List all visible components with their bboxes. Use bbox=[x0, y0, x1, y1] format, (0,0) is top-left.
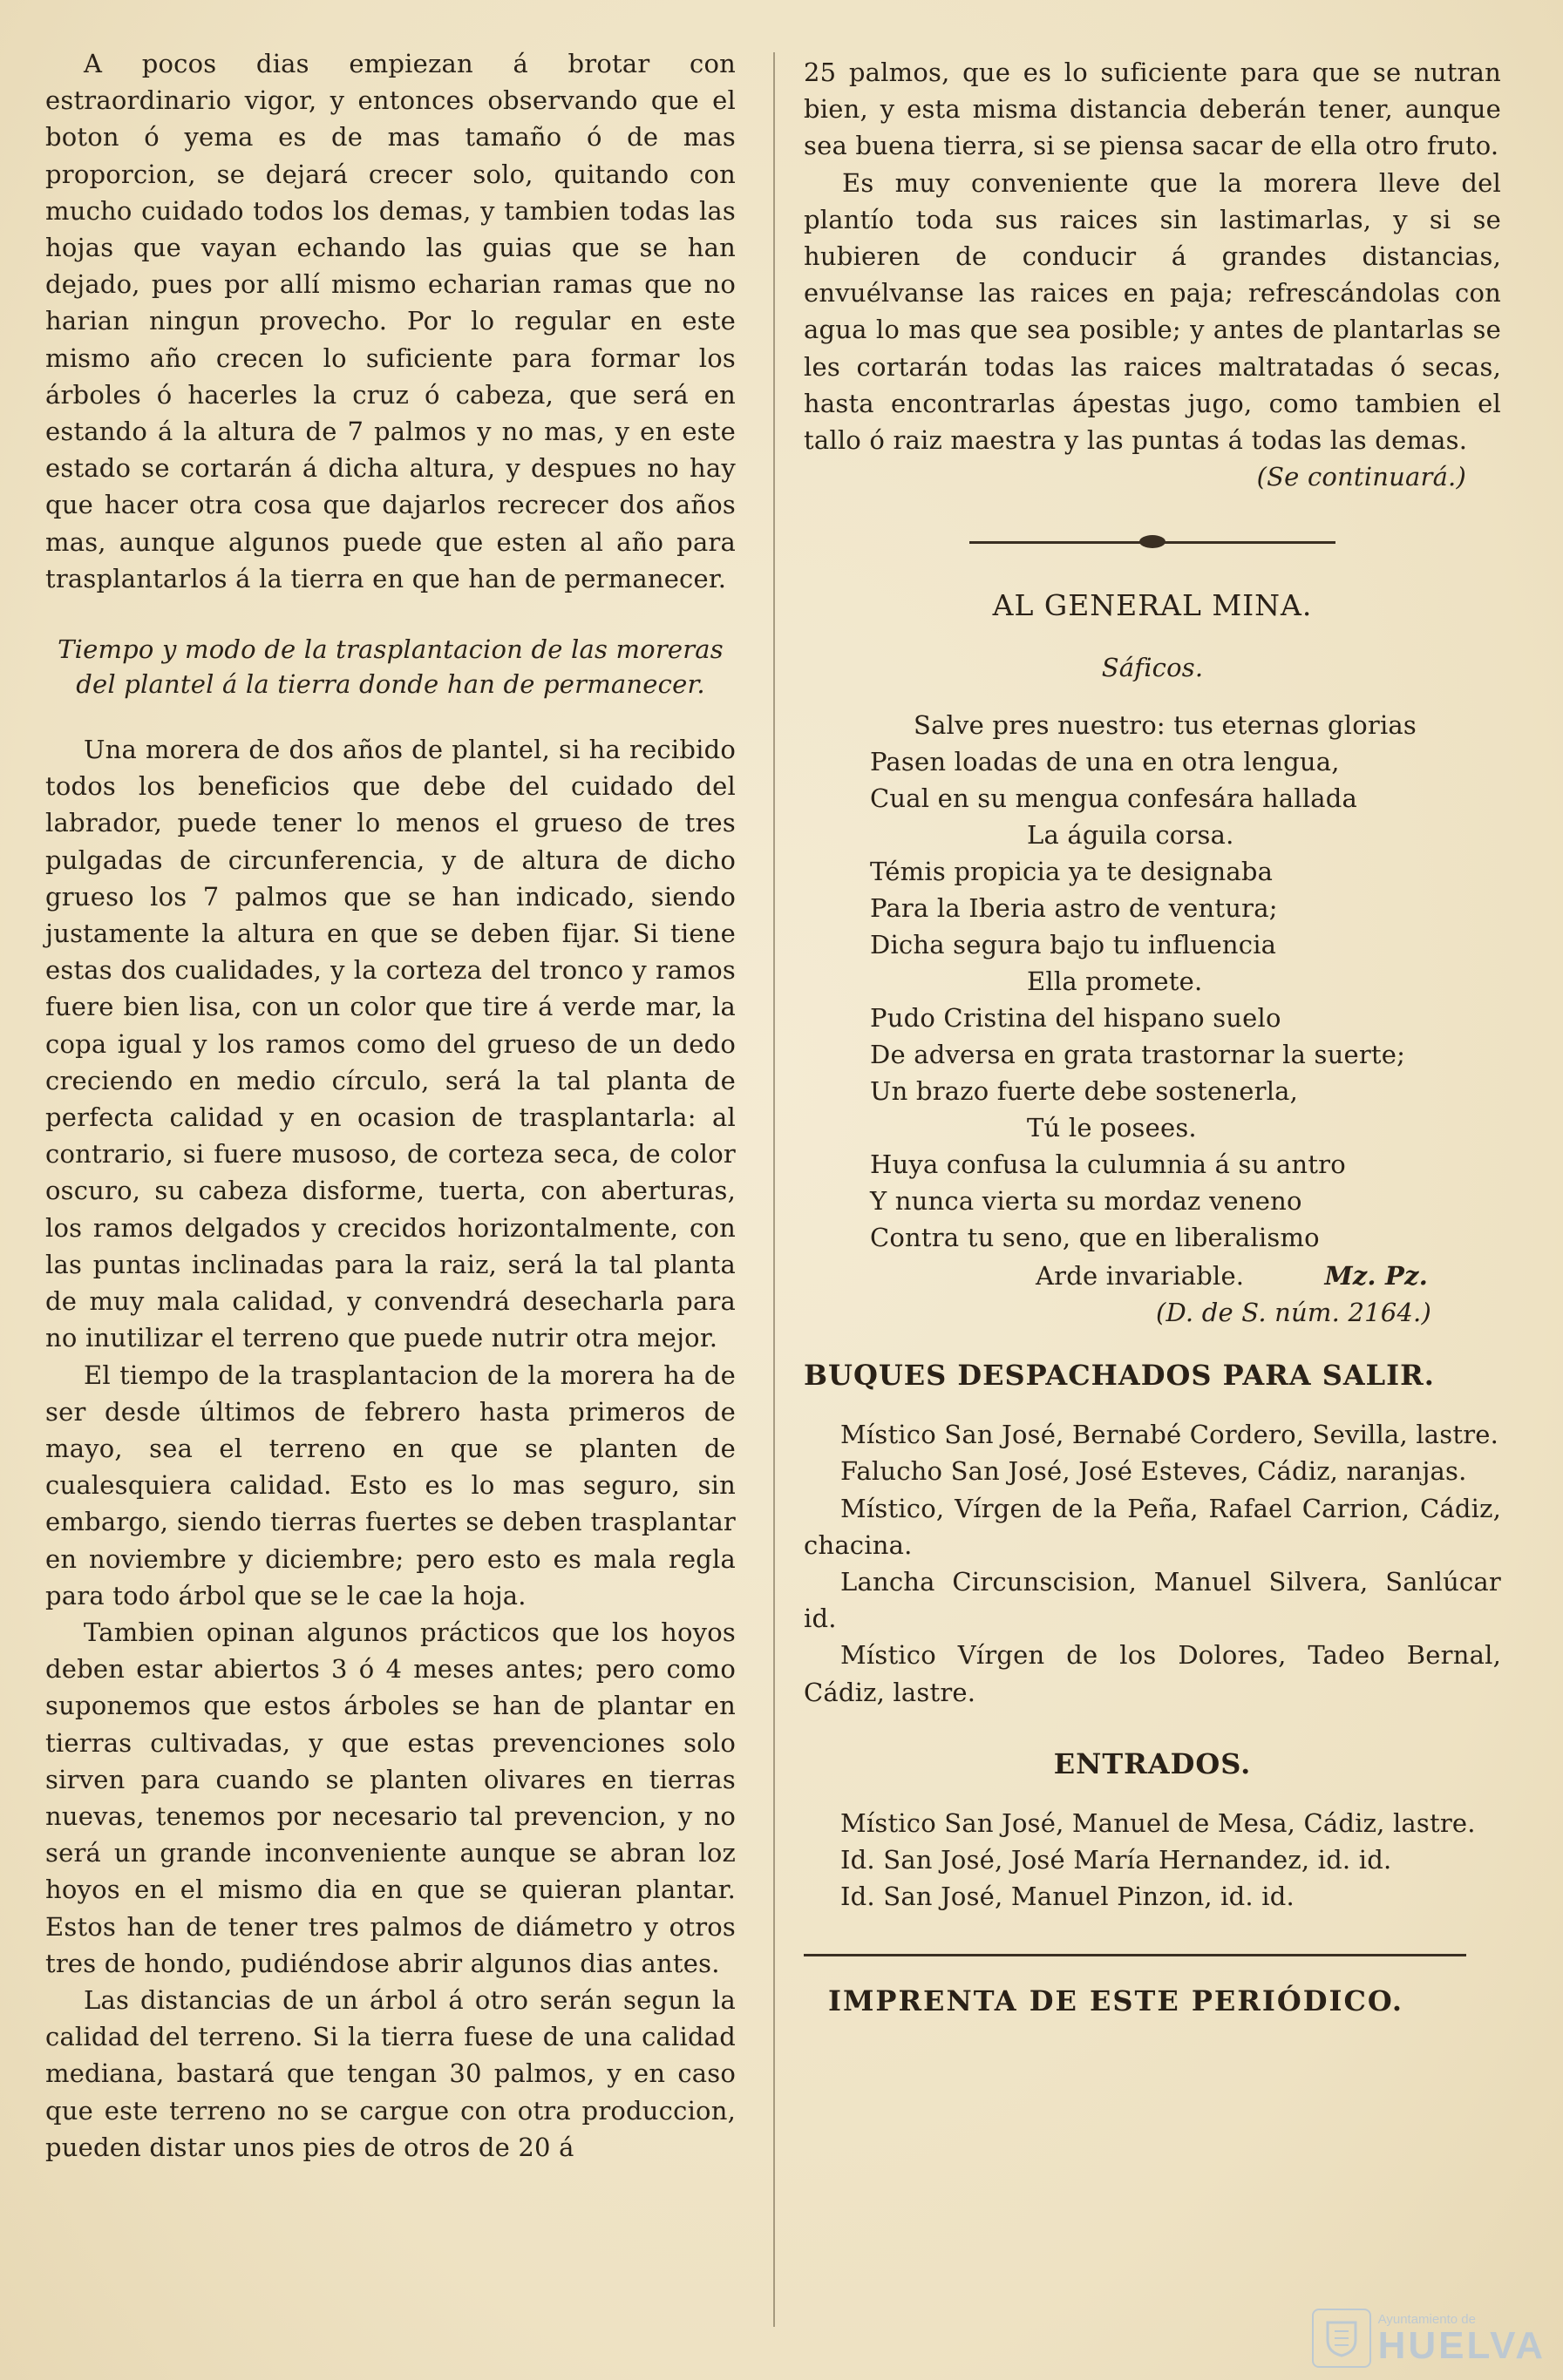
ship-entry: Falucho San José, José Esteves, Cádiz, naranjas. bbox=[840, 1456, 1467, 1487]
poem-line: Ella promete. bbox=[1027, 966, 1203, 996]
paragraph-roots: Es muy conveniente que la morera lleve del plantío toda sus raices sin lastimarlas, y si se hubieren de conducir á grandes distancias, envuélvanse las raices en paja; refrescándolas con agua lo mas que sea posible; y antes de plantarlas se les cortarán todas las raices maltratadas ó secas, hasta encontrarlas ápestas jugo, como tambien el tallo ó raiz maestra y las puntas á todas las demas. bbox=[804, 167, 1501, 456]
right-column bbox=[804, 54, 1501, 2019]
ship-entry: Id. San José, José María Hernandez, id. id. bbox=[840, 1845, 1392, 1875]
ship-entry: Místico Vírgen de los Dolores, Tadeo Bernal, Cádiz, lastre. bbox=[804, 1640, 1501, 1707]
watermark-small: Ayuntamiento de bbox=[1377, 2311, 1476, 2327]
poem-line: Para la Iberia astro de ventura; bbox=[870, 892, 1278, 923]
paragraph-sprouting: A pocos dias empiezan á brotar con estraordinario vigor, y entonces observando que el boton ó yema es de mas tamaño ó de mas proporcion, se dejará crecer solo, quitando con mucho cuidado todos los demas, y tambien todas las hojas que vayan echando las guias que se han dejado, pues por allí mismo echarian ramas que no harian ningun provecho. Por lo regular en este mismo año crecen lo suficiente para formar los árboles ó hacerles la cruz ó cabeza, que será en estando á la altura de 7 palmos y no mas, y en este estado se cortarán á dicha altura, y despues no hay que hacer otra cosa que dajarlos recrecer dos años mas, aunque algunos puede que esten al año para trasplantarlos á la tierra en que han de permanecer. bbox=[45, 49, 736, 593]
poem-source: (D. de S. núm. 2164.) bbox=[1155, 1297, 1431, 1327]
entered-heading: ENTRADOS. bbox=[1053, 1746, 1252, 1780]
ship-entry: Místico San José, Bernabé Cordero, Sevilla, lastre. bbox=[840, 1420, 1499, 1450]
paragraph-transplant-time: El tiempo de la trasplantacion de la morera ha de ser desde últimos de febrero hasta primeros de mayo, sea el terreno en que se planten de cualesquiera calidad. Esto es lo mas seguro, sin embargo, siendo tierras fuertes se deben trasplantar en noviembre y diciembre; pero esto es mala regla para todo árbol que se le cae la hoja. bbox=[45, 1360, 736, 1610]
poem-line: Huya confusa la culumnia á su antro bbox=[870, 1149, 1346, 1179]
poem-line: Tú le posees. bbox=[1027, 1112, 1197, 1143]
poem-line: Témis propicia ya te designaba bbox=[870, 856, 1274, 886]
ship-entry: Id. San José, Manuel Pinzon, id. id. bbox=[840, 1882, 1295, 1912]
watermark-big: HUELVA bbox=[1377, 2323, 1546, 2367]
poem-line: Arde invariable. bbox=[1036, 1260, 1245, 1291]
paragraph-holes: Tambien opinan algunos prácticos que los hoyos deben estar abiertos 3 ó 4 meses antes; pero como suponemos que estos árboles se han de plantar en tierras cultivadas, y que estas prevenciones solo sirven para cuando se planten olivares en tierras nuevas, tenemos por necesario tal prevencion, y no será un grande inconveniente aunque se abran loz hoyos en el mismo dia en que se quieran plantar. Estos han de tener tres palmos de diámetro y otros tres de hondo, pudiéndose abrir algunos dias antes. bbox=[45, 1617, 736, 1978]
city-seal-icon bbox=[1312, 2309, 1371, 2368]
ship-entry: Lancha Circunscision, Manuel Silvera, Sanlúcar id. bbox=[804, 1567, 1501, 1634]
continued-note: (Se continuará.) bbox=[1256, 462, 1466, 492]
ornament-divider bbox=[969, 533, 1335, 551]
poem-signature bbox=[870, 1258, 1428, 1294]
poem-meter: Sáficos. bbox=[1101, 652, 1204, 682]
left-column bbox=[45, 45, 736, 2166]
poem-line: De adversa en grata trastornar la suerte; bbox=[870, 1039, 1406, 1069]
ship-entry: Místico, Vírgen de la Peña, Rafael Carrion, Cádiz, chacina. bbox=[804, 1493, 1501, 1560]
bottom-rule bbox=[804, 1954, 1466, 1956]
poem-line: Salve pres nuestro: tus eternas glorias bbox=[914, 709, 1417, 740]
ship-entry: Místico San José, Manuel de Mesa, Cádiz, lastre. bbox=[840, 1808, 1476, 1839]
poem-line: Cual en su mengua confesára hallada bbox=[870, 783, 1358, 813]
poem-author: Mz. Pz. bbox=[1324, 1260, 1428, 1291]
poem-line: Y nunca vierta su mordaz veneno bbox=[870, 1185, 1302, 1216]
poem bbox=[870, 707, 1428, 1294]
section-subheading: Tiempo y modo de la trasplantacion de las moreras del plantel á la tierra donde han de permanecer. bbox=[58, 634, 724, 700]
poem-line: Un brazo fuerte debe sostenerla, bbox=[870, 1075, 1299, 1106]
poem-line: Pudo Cristina del hispano suelo bbox=[870, 1002, 1281, 1033]
paragraph-distances: Las distancias de un árbol á otro serán segun la calidad del terreno. Si la tierra fuese de una calidad mediana, bastará que tengan 30 palmos, y en caso que este terreno no se cargue con otra produccion, pueden distar unos pies de otros de 20 á bbox=[45, 1984, 736, 2162]
poem-line: Dicha segura bajo tu influencia bbox=[870, 929, 1277, 959]
paragraph-distance-continued: 25 palmos, que es lo suficiente para que se nutran bien, y esta misma distancia deberán tener, aunque sea buena tierra, si se piensa sacar de ella otro fruto. bbox=[804, 58, 1501, 161]
paragraph-tree-quality: Una morera de dos años de plantel, si ha recibido todos los beneficios que debe del cuidado del labrador, puede tener lo menos el grueso de tres pulgadas de circunferencia, y de altura de dicho grueso los 7 palmos que se han indicado, siendo justamente la altura en que se deben fijar. Si tiene estas dos cualidades, y la corteza del tronco y ramos fuere bien lisa, con un color que tire á verde mar, la copa igual y los ramos como del grueso de un dedo creciendo en medio círculo, será la tal planta de perfecta calidad y en ocasion de trasplantarla: al contrario, si fuere musoso, de corteza seca, de color oscuro, su cabeza disforme, tuerta, con aberturas, los ramos delgados y crecidos horizontalmente, con las puntas inclinadas para la raiz, será la tal planta de muy mala calidad, y convendrá desecharla para no inutilizar el terreno que puede nutrir otra mejor. bbox=[45, 735, 736, 1353]
poem-line: Pasen loadas de una en otra lengua, bbox=[870, 746, 1340, 776]
archive-watermark bbox=[1312, 2309, 1546, 2368]
poem-title: AL GENERAL MINA. bbox=[992, 588, 1313, 623]
departed-heading: BUQUES DESPACHADOS PARA SALIR. bbox=[804, 1359, 1435, 1393]
column-divider bbox=[773, 52, 775, 2327]
imprint: IMPRENTA DE ESTE PERIÓDICO. bbox=[828, 1983, 1404, 2017]
poem-line: La águila corsa. bbox=[1027, 819, 1234, 850]
poem-line: Contra tu seno, que en liberalismo bbox=[870, 1222, 1320, 1252]
